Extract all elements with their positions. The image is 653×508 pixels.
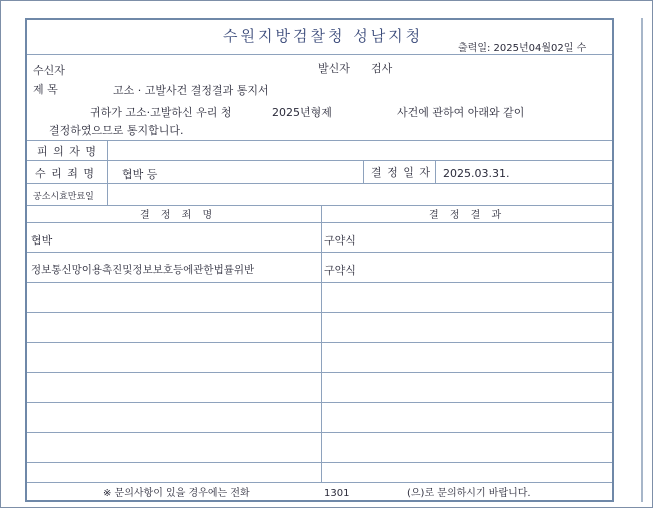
footer-note-b: (으)로 문의하시기 바랍니다.: [407, 488, 531, 499]
body-line1-a: 귀하가 고소·고발하신 우리 청: [90, 106, 232, 119]
right-edge-mark: [641, 18, 643, 502]
footer-phone: 1301: [324, 488, 350, 499]
charge-label: 수 리 죄 명: [35, 167, 95, 180]
suspect-label: 피 의 자 명: [37, 145, 97, 158]
table-row-2-charge: 정보통신망이용촉진및정보보호등에관한법률위반: [31, 264, 255, 276]
body-line2: 결정하였으므로 통지합니다.: [49, 124, 184, 137]
decision-date-value: 2025.03.31.: [443, 167, 510, 180]
footer-note-a: ※ 문의사항이 있을 경우에는 전화: [103, 488, 250, 499]
body-line1-c: 사건에 관하여 아래와 같이: [397, 106, 525, 119]
table-row: [27, 432, 612, 433]
table-row-1-charge: 협박: [31, 234, 53, 247]
table-row: [27, 372, 612, 373]
recipient-label: 수신자: [33, 64, 65, 77]
header-divider: [27, 54, 612, 55]
table-row: [27, 402, 612, 403]
table-row: [27, 462, 612, 463]
decision-date-label: 결 정 일 자: [371, 166, 431, 179]
notice-document: [25, 18, 614, 502]
table-row: [27, 342, 612, 343]
print-date: 출력일: 2025년04월02일 수: [458, 43, 587, 54]
table-column-divider: [321, 205, 322, 482]
col-header-charge: 결 정 죄 명: [140, 210, 217, 221]
table-row-2-result: 구약식: [324, 264, 356, 277]
subject-value: 고소 · 고발사건 결정결과 통지서: [113, 84, 269, 97]
table-row-1-result: 구약식: [324, 234, 356, 247]
col-header-result: 결 정 결 과: [429, 210, 506, 221]
charge-value: 협박 등: [122, 168, 158, 181]
office-title: 수원지방검찰청 성남지청: [223, 27, 424, 45]
body-line1-b: 2025년형제: [272, 106, 332, 119]
table-row: [27, 312, 612, 313]
sender-value: 검사: [371, 62, 393, 75]
sender-label: 발신자: [318, 62, 350, 75]
statute-label: 공소시효만료일: [33, 192, 94, 202]
subject-label: 제 목: [33, 83, 58, 96]
